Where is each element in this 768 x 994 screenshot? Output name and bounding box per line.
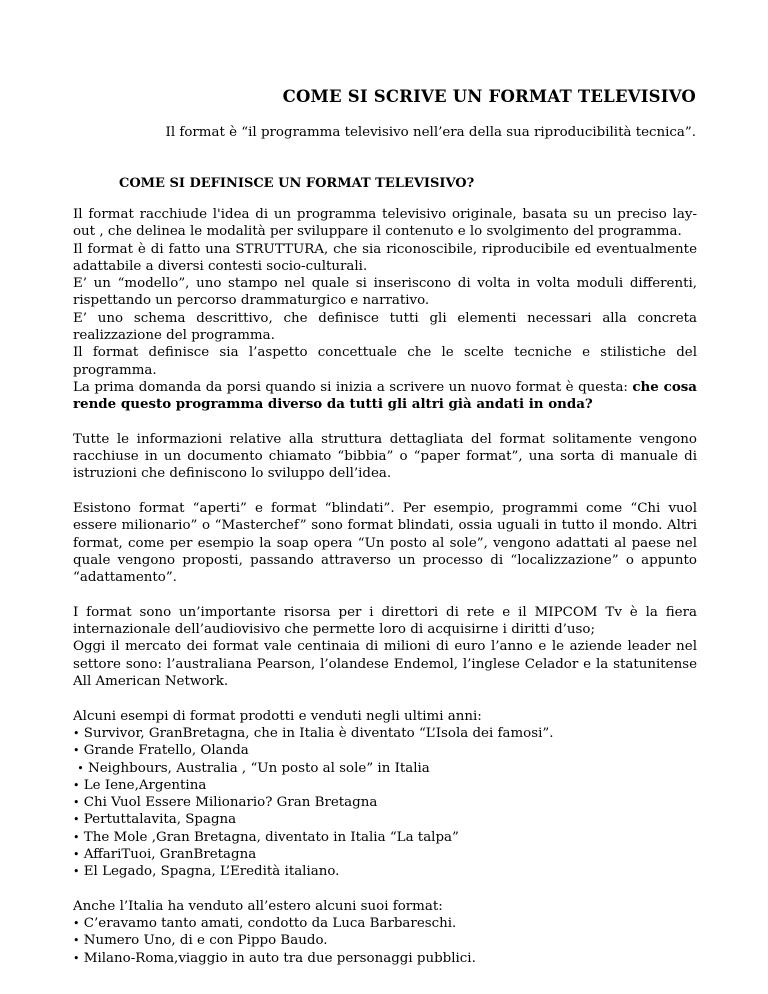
definition-paragraph (73, 206, 697, 414)
bullet-icon: • (73, 830, 80, 844)
question-bold: che cosa rende questo programma diverso da tutti gli altri già andati in onda? (73, 378, 697, 413)
section-heading: COME SI DEFINISCE UN FORMAT TELEVISIVO? (119, 176, 475, 191)
list-item: • Chi Vuol Essere Milionario? Gran Bretagna (73, 795, 378, 811)
paragraph: E’ uno schema descrittivo, che definisce tutti gli elementi necessari alla concreta realizzazione del programma. (73, 310, 697, 344)
list-item: • Numero Uno, di e con Pippo Baudo. (73, 933, 328, 949)
document-title: COME SI SCRIVE UN FORMAT TELEVISIVO (282, 87, 696, 106)
bullet-icon: • (73, 813, 80, 827)
bullet-icon: • (73, 934, 80, 948)
bullet-icon: • (73, 778, 80, 792)
italian-formats-list (73, 915, 697, 967)
list-item: • C’eravamo tanto amati, condotto da Luca Barbareschi. (73, 916, 457, 932)
mipcom-paragraph: I format sono un’importante risorsa per i direttori di rete e il MIPCOM Tv è la fiera internazionale dell’audiovisivo che permette loro di acquisirne i diritti d’uso; (73, 604, 697, 638)
list-intro: Alcuni esempi di format prodotti e venduti negli ultimi anni: (73, 708, 482, 724)
market-paragraph: Oggi il mercato dei format vale centinaia di milioni di euro l’anno e le aziende leader nel settore sono: l’australiana Pearson, l’olandese Endemol, l’inglese Celador e la statunitense All American Network. (73, 639, 697, 690)
bullet-icon: • (73, 951, 80, 965)
list-item: • AffariTuoi, GranBretagna (73, 846, 257, 862)
list-item: • Grande Fratello, Olanda (73, 743, 249, 759)
bullet-icon: • (73, 796, 80, 810)
list-item: • Neighbours, Australia , “Un posto al sole” in Italia (77, 760, 430, 776)
question-lead: La prima domanda da porsi quando si inizia a scrivere un nuovo format è questa: (73, 379, 633, 395)
list-item: • El Legado, Spagna, L’Eredità italiano. (73, 864, 340, 880)
bullet-icon: • (77, 761, 84, 775)
paragraph: E’ un “modello”, uno stampo nel quale si inseriscono di volta in volta moduli differenti, rispettando un percorso drammaturgico e narrativo. (73, 276, 697, 309)
list-item: • Survivor, GranBretagna, che in Italia è diventato “L’Isola dei famosi”. (73, 725, 554, 741)
bibbia-paragraph: Tutte le informazioni relative alla struttura dettagliata del format solitamente vengono racchiuse in un documento chiamato “bibbia” o “paper format”, una sorta di manuale di istruzioni che definiscono lo sviluppo dell’idea. (73, 431, 697, 482)
bullet-icon: • (73, 865, 80, 879)
paragraph: Il format definisce sia l’aspetto concettuale che le scelte tecniche e stilistiche del programma. (73, 345, 697, 378)
list-item: • The Mole ,Gran Bretagna, diventato in Italia “La talpa” (73, 829, 459, 845)
bullet-icon: • (73, 847, 80, 861)
format-types-paragraph: Esistono format “aperti” e format “blindati”. Per esempio, programmi come “Chi vuol essere milionario” o “Masterchef” sono format blindati, ossia uguali in tutto il mondo. Altri format, come per esempio la soap opera “Un posto al sole”, vengono adattati al paese nel quale vengono proposti, passando attraverso un processo di “localizzazione” o appunto “adattamento”. (73, 501, 697, 586)
list-item: • Milano-Roma,viaggio in auto tra due personaggi pubblici. (73, 950, 476, 966)
paragraph: Il format racchiude l'idea di un programma televisivo originale, basata su un preciso lay-out , che delinea le modalità per sviluppare il contenuto e lo svolgimento del programma. (73, 207, 697, 240)
bullet-icon: • (73, 917, 80, 931)
format-examples-list (73, 725, 697, 881)
document-body (73, 206, 697, 984)
list-item: • Le Iene,Argentina (73, 777, 207, 793)
list-item: • Pertuttalavita, Spagna (73, 812, 237, 828)
document-subtitle: Il format è “il programma televisivo nell’era della sua riproducibilità tecnica”. (165, 125, 696, 140)
bullet-icon: • (73, 726, 80, 740)
bullet-icon: • (73, 744, 80, 758)
paragraph: Il format è di fatto una STRUTTURA, che sia riconoscibile, riproducibile ed eventualmente adattabile a diversi contesti socio-culturali. (73, 241, 697, 274)
question-paragraph (73, 379, 697, 414)
list-intro: Anche l’Italia ha venduto all’estero alcuni suoi format: (73, 898, 443, 914)
